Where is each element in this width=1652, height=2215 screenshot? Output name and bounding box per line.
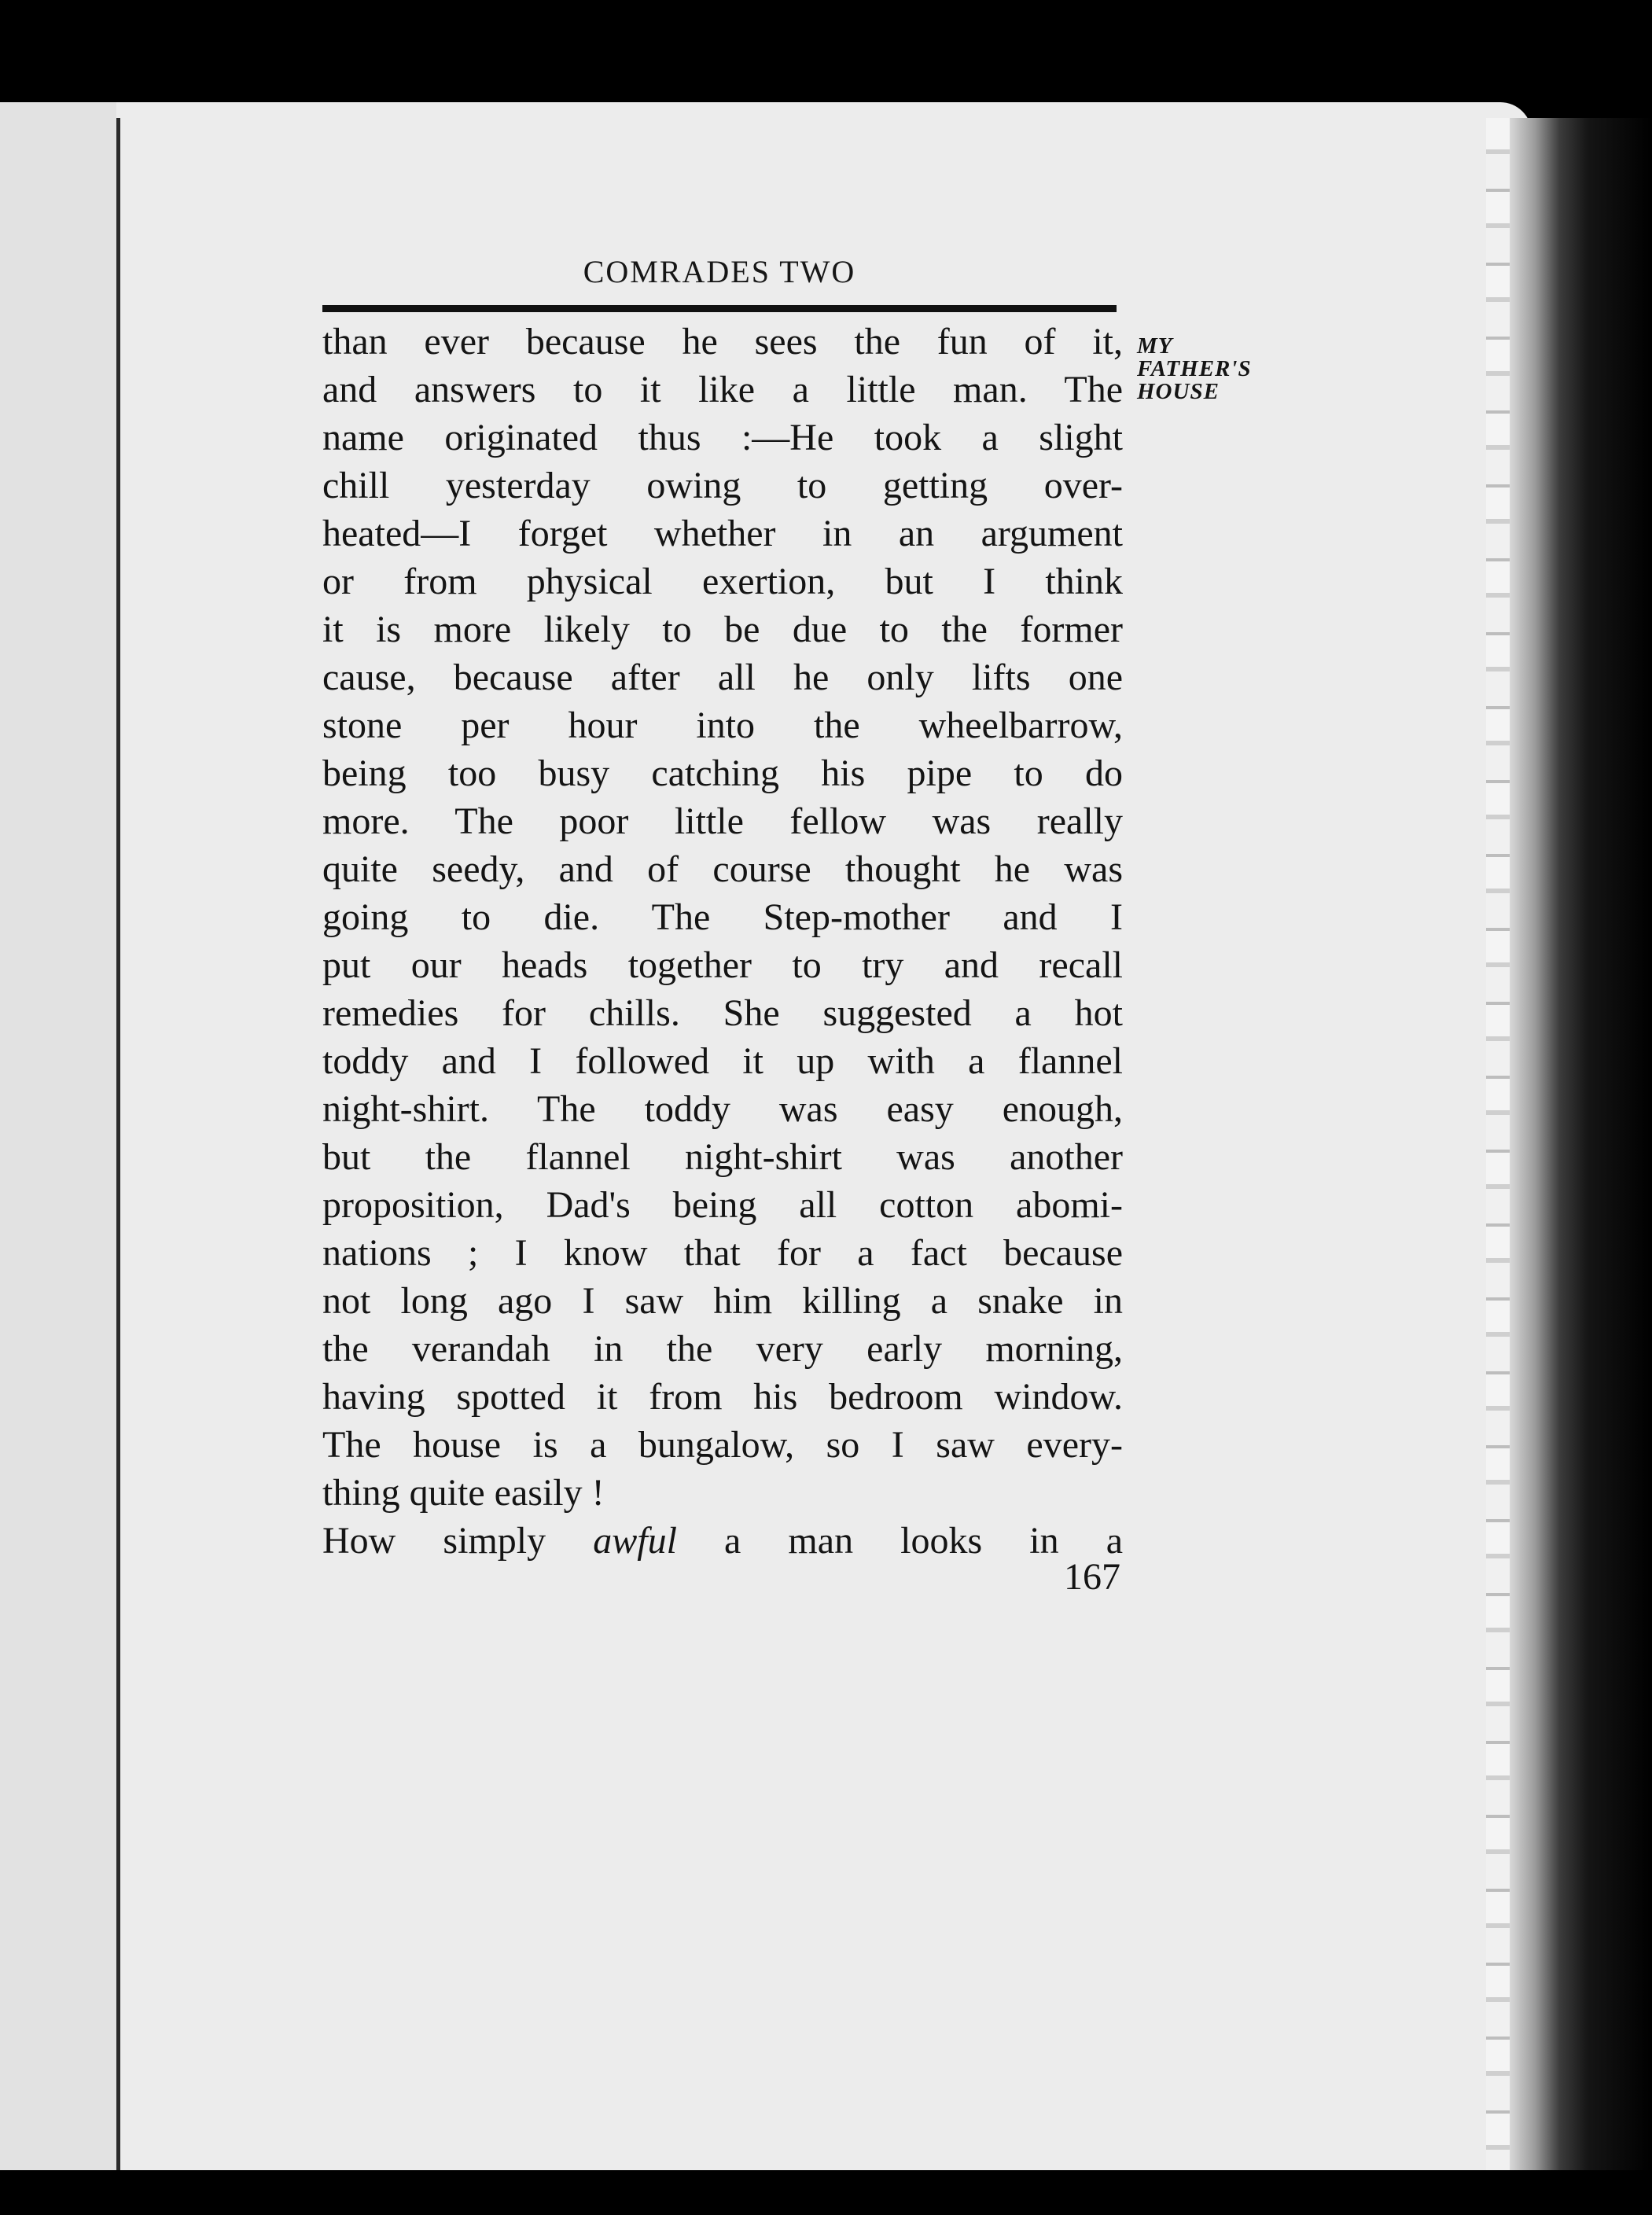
running-head: COMRADES TWO bbox=[583, 254, 856, 289]
scan-dark-edge bbox=[1510, 118, 1652, 2215]
text-line: the verandah in the very early morning, bbox=[322, 1328, 1123, 1370]
marginal-note-line: HOUSE bbox=[1137, 379, 1220, 404]
text-line: toddy and I followed it up with a flannel bbox=[322, 1040, 1123, 1082]
text-line: put our heads together to try and recall bbox=[322, 944, 1123, 986]
text-line: not long ago I saw him killing a snake in bbox=[322, 1280, 1123, 1322]
text-line: nations ; I know that for a fact because bbox=[322, 1232, 1123, 1274]
final-text-line bbox=[322, 1517, 1123, 1565]
text-line: more. The poor little fellow was really bbox=[322, 800, 1123, 842]
text-line: cause, because after all he only lifts one bbox=[322, 657, 1123, 698]
scan-bottom-shadow bbox=[0, 2170, 1652, 2215]
text-line: quite seedy, and of course thought he was bbox=[322, 848, 1123, 890]
text-line: than ever because he sees the fun of it, bbox=[322, 321, 1123, 362]
text-line: name originated thus :—He took a slight bbox=[322, 417, 1123, 458]
page-number: 167 bbox=[1064, 1556, 1120, 1598]
text-line: proposition, Dad's being all cotton abomi- bbox=[322, 1184, 1123, 1226]
text-line: being too busy catching his pipe to do bbox=[322, 752, 1123, 794]
text-line: having spotted it from his bedroom window. bbox=[322, 1376, 1123, 1418]
text-line: going to die. The Step-mother and I bbox=[322, 896, 1123, 938]
text-line: thing quite easily ! bbox=[322, 1472, 605, 1514]
text-line: or from physical exertion, but I think bbox=[322, 561, 1123, 602]
italic-word: awful bbox=[593, 1520, 677, 1562]
marginal-note-line: FATHER'S bbox=[1137, 356, 1252, 381]
text-line: stone per hour into the wheelbarrow, bbox=[322, 705, 1123, 746]
marginal-note-line: MY bbox=[1137, 333, 1173, 359]
text-line: and answers to it like a little man. The bbox=[322, 369, 1123, 410]
marginal-note bbox=[1137, 335, 1252, 403]
text-line: The house is a bungalow, so I saw every- bbox=[322, 1424, 1123, 1466]
text-line: chill yesterday owing to getting over- bbox=[322, 465, 1123, 506]
body-text bbox=[322, 318, 1123, 1565]
text-line: but the flannel night-shirt was another bbox=[322, 1136, 1123, 1178]
text-line: night-shirt. The toddy was easy enough, bbox=[322, 1088, 1123, 1130]
final-line-start: How simply bbox=[322, 1520, 546, 1562]
text-line: heated—I forget whether in an argument bbox=[322, 513, 1123, 554]
facing-page-edge bbox=[0, 102, 116, 2186]
text-line: remedies for chills. She suggested a hot bbox=[322, 992, 1123, 1034]
gutter-shadow bbox=[116, 118, 120, 2186]
final-line-end: a man looks in a bbox=[724, 1520, 1124, 1562]
header-rule bbox=[322, 305, 1117, 312]
text-line: it is more likely to be due to the former bbox=[322, 609, 1123, 650]
